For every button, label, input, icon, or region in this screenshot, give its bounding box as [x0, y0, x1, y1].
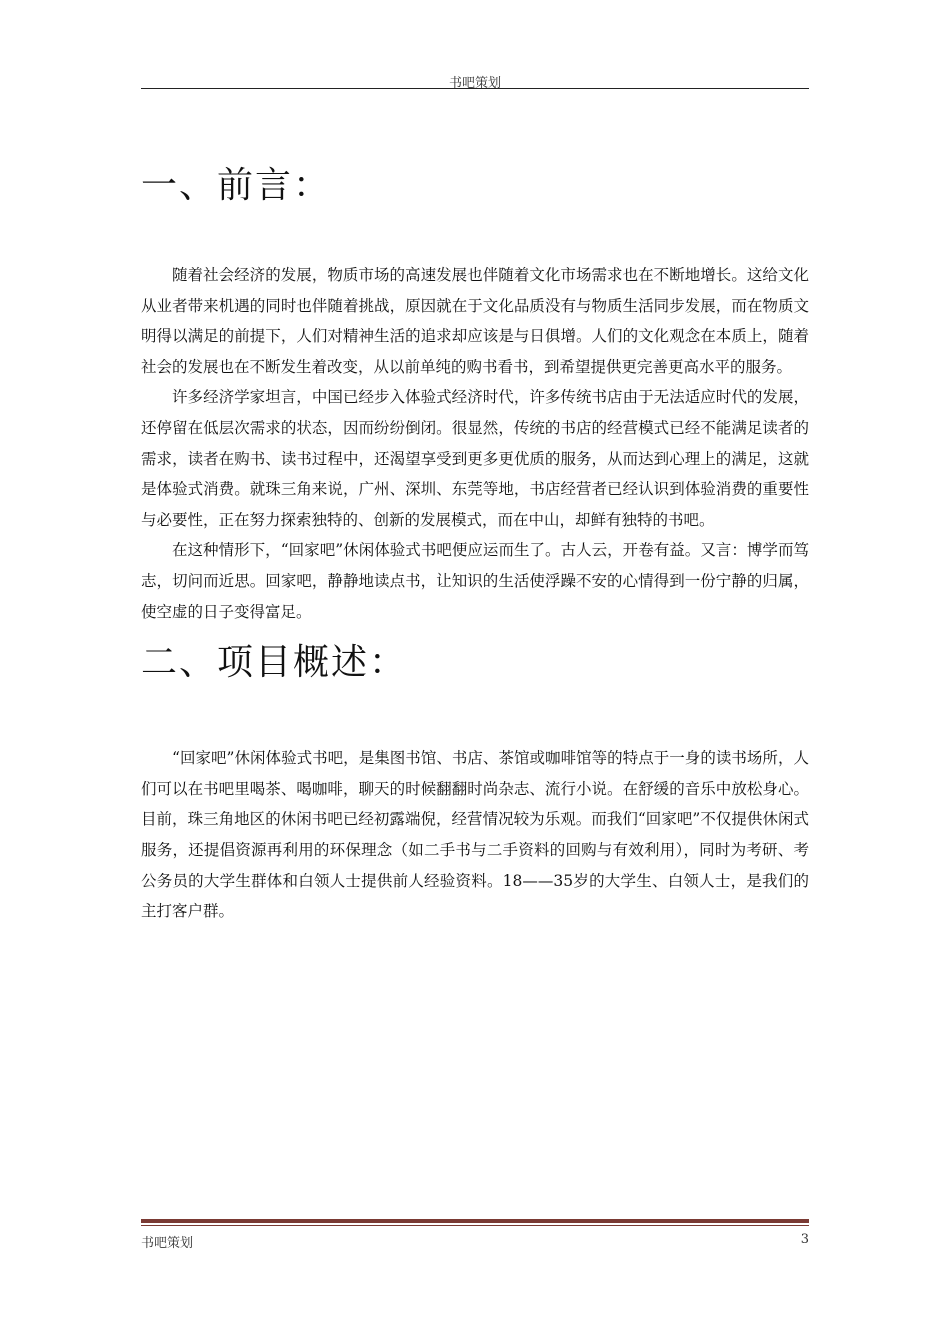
section-heading-preface: 一、前言：	[141, 165, 332, 206]
header-divider	[141, 88, 809, 89]
footer-divider-thick	[141, 1219, 809, 1223]
page-body	[141, 150, 809, 927]
page-number: 3	[800, 1232, 809, 1247]
section-heading-overview: 二、项目概述：	[141, 642, 408, 684]
preface-paragraph-1: 随着社会经济的发展，物质市场的高速发展也伴随着文化市场需求也在不断地增长。这给文化从业者带来机遇的同时也伴随着挑战，原因就在于文化品质没有与物质生活同步发展，而在物质文明得以满足的前提下，人们对精神生活的追求却应该是与日俱增。人们的文化观念在本质上，随着社会的发展也在不断发生着改变，从以前单纯的购书看书，到希望提供更完善更高水平的服务。	[141, 266, 809, 376]
preface-paragraph-3: 在这种情形下，“回家吧”休闲体验式书吧便应运而生了。古人云，开卷有益。又言：博学而笃志，切问而近思。回家吧，静静地读点书，让知识的生活使浮躁不安的心情得到一份宁静的归属，使空虚的日子变得富足。	[141, 541, 809, 621]
page-header-title: 书吧策划	[448, 76, 501, 91]
preface-paragraph-2: 许多经济学家坦言，中国已经步入体验式经济时代，许多传统书店由于无法适应时代的发展，还停留在低层次需求的状态，因而纷纷倒闭。很显然，传统的书店的经营模式已经不能满足读者的需求，读者在购书、读书过程中，还渴望享受到更多更优质的服务，从而达到心理上的满足，这就是体验式消费。就珠三角来说，广州、深圳、东莞等地，书店经营者已经认识到体验消费的重要性与必要性，正在努力探索独特的、创新的发展模式，而在中山，却鲜有独特的书吧。	[141, 388, 809, 529]
overview-paragraph-1: “回家吧”休闲体验式书吧，是集图书馆、书店、茶馆或咖啡馆等的特点于一身的读书场所，人们可以在书吧里喝茶、喝咖啡，聊天的时候翻翻时尚杂志、流行小说。在舒缓的音乐中放松身心。目前，珠三角地区的休闲书吧已经初露端倪，经营情况较为乐观。而我们“回家吧”不仅提供休闲式服务，还提倡资源再利用的环保理念（如二手书与二手资料的回购与有效利用），同时为考研、考公务员的大学生群体和白领人士提供前人经验资料。18——35岁的大学生、白领人士，是我们的主打客户群。	[141, 749, 809, 921]
footer-divider-thin	[141, 1225, 809, 1226]
page-footer-title: 书吧策划	[141, 1236, 194, 1251]
